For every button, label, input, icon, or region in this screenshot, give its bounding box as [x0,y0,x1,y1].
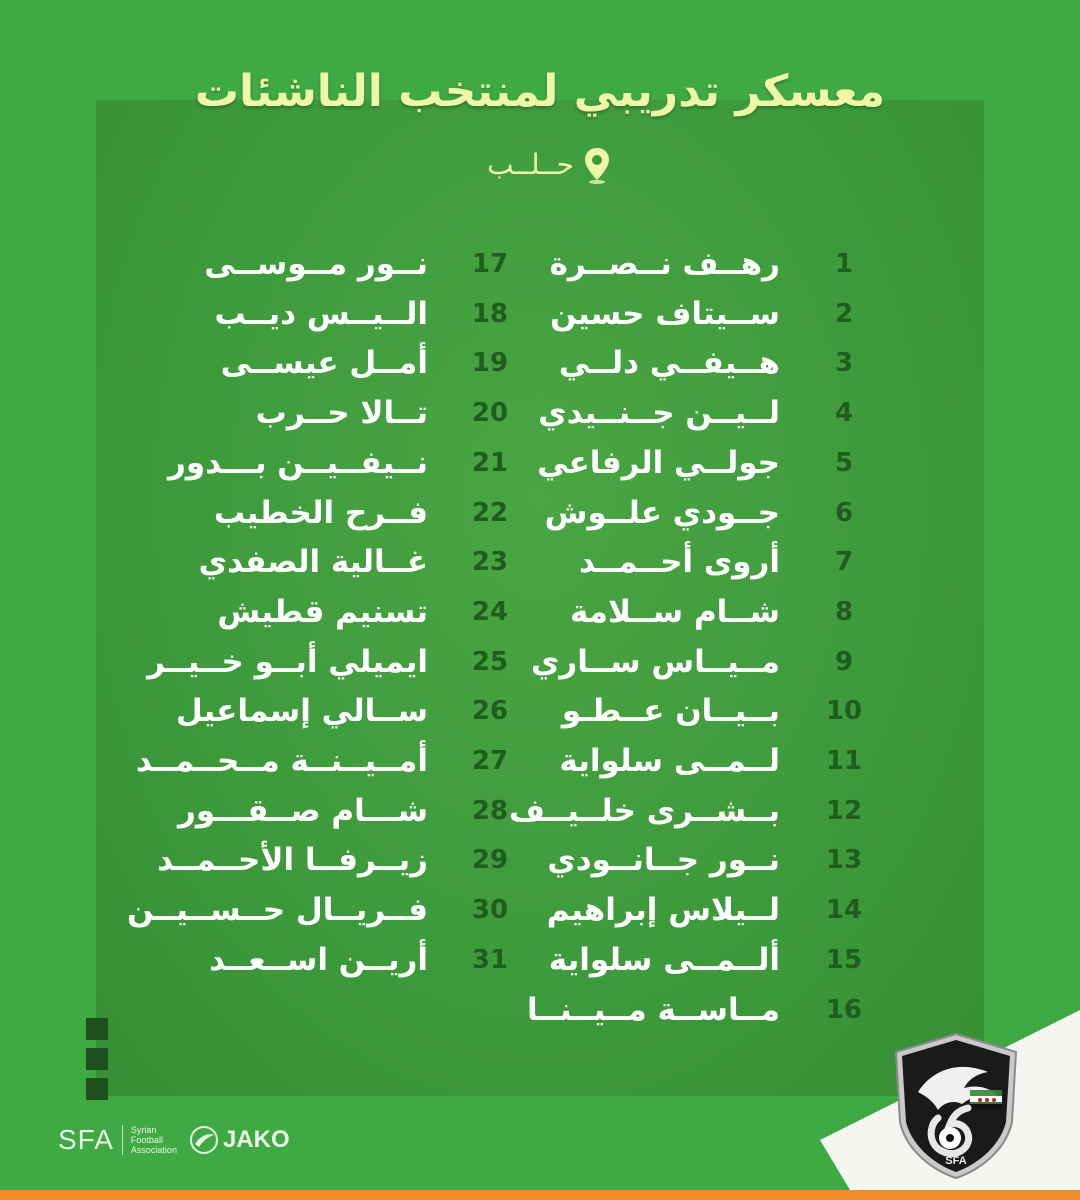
player-number: 23 [471,547,509,578]
player-number: 14 [825,895,863,926]
badge-text: SFA [945,1155,967,1167]
player-row [200,339,520,387]
player-row [135,737,520,785]
player-row [560,687,880,735]
player-number: 13 [825,845,863,876]
player-number: 28 [471,795,509,826]
player-name: رهــف نــصــرة [549,246,780,282]
player-name: أروى أحــمــد [579,544,780,581]
player-number: 16 [825,994,863,1025]
player-name: زيــرفــا الأحــمــد [156,842,428,879]
player-name: لــيــن جــنــيدي [538,395,780,432]
player-number: 5 [834,447,854,478]
player-row [560,588,880,636]
player-name: تسنيم قطيش [217,593,428,630]
page-title: معسكر تدريبي لمنتخب الناشئات [194,66,886,117]
player-row [200,538,520,586]
player-row [175,687,520,735]
player-number: 27 [471,746,509,776]
player-name: مــاســة مــيــنــا [526,991,780,1028]
association-line: Football [130,1135,163,1145]
player-row [200,389,520,437]
player-name: شــام ســلامة [569,593,780,630]
square-decoration [86,1018,108,1040]
player-row [548,936,880,984]
player-number: 15 [825,944,863,975]
player-name: مــيــاس ســاري [530,643,780,680]
player-name: نــور مــوســى [204,246,428,282]
player-name: هــيفــي دلــي [558,345,780,382]
player-number: 19 [471,348,509,379]
player-row [538,389,880,437]
jako-logo-text: JAKO [222,1126,290,1153]
player-name: أمــل عيســى [220,345,428,382]
player-row [508,787,880,835]
player-name: أمــيــنــة مــحــمــد [135,743,428,779]
player-row [560,538,880,586]
decorative-squares [86,1018,108,1108]
player-name: شـــام صــقـــور [178,792,428,829]
player-row [560,737,880,785]
player-row [178,787,520,835]
player-row [156,836,520,884]
jako-swoosh-icon [189,1125,219,1155]
player-number: 11 [825,746,863,776]
player-row [200,588,520,636]
player-row [537,439,880,487]
location-pin-icon [582,146,612,184]
association-line: Association [130,1145,177,1155]
player-number: 7 [834,547,854,578]
square-decoration [86,1078,108,1100]
player-number: 10 [825,696,863,727]
player-row [200,240,520,288]
player-number: 26 [471,696,509,727]
player-row [200,489,520,537]
player-number: 6 [834,497,854,528]
player-name: فــرح الخطيب [213,494,428,531]
player-row [200,290,520,338]
square-decoration [86,1048,108,1070]
player-row [547,836,880,884]
player-row [200,936,520,984]
player-name: الــيــس ديــب [214,295,428,332]
player-name: بــشــرى خلــيــف [508,792,780,829]
player-row [526,986,880,1034]
sfa-eagle-crest-icon [888,1030,1024,1180]
player-name: ســيتاف حسين [550,295,780,332]
association-text [131,1125,177,1155]
player-name: ســالي إسماعيل [175,693,428,730]
player-row [147,638,520,686]
player-name: تــالا حــرب [255,395,428,432]
player-name: نــيفــيــن بـــدور [168,444,428,481]
player-number: 12 [825,795,863,826]
player-number: 29 [471,845,509,876]
player-name: غــالية الصفدي [198,544,428,581]
player-name: ايميلي أبــو خــيــر [147,643,428,680]
sfa-logo-text: SFA [58,1124,114,1155]
footer-logos [58,1122,290,1158]
player-name: نــور جــانــودي [547,842,780,879]
player-number: 21 [471,447,509,478]
player-name: بــيــان عــطـو [561,693,780,730]
player-name: فــريــال حــســيــن [127,892,428,929]
player-number: 22 [471,497,509,528]
jako-logo [189,1125,290,1155]
player-number: 30 [471,895,509,926]
location [470,146,620,186]
player-name: ألــمــى سلواية [548,941,780,978]
player-number: 31 [471,944,509,975]
player-row [127,886,520,934]
player-number: 17 [471,249,509,279]
location-text: حــلــب [487,148,574,181]
player-row [168,439,520,487]
player-number: 24 [471,596,509,627]
player-row [546,886,880,934]
player-number: 20 [471,398,509,429]
player-name: لــمــى سلواية [559,743,780,779]
player-number: 2 [834,298,854,329]
association-line: Syrian [130,1125,157,1135]
player-row [544,489,880,537]
player-number: 8 [834,596,854,627]
player-number: 3 [834,348,854,379]
player-number: 18 [471,298,509,329]
divider [122,1125,123,1155]
player-row [549,240,880,288]
orange-bottom-bar [0,1190,1080,1200]
player-name: لــيلاس إبراهيم [546,892,780,929]
player-number: 4 [834,398,854,429]
player-number: 25 [471,646,509,677]
player-name: جــودي علــوش [544,494,780,531]
player-name: جولــي الرفاعي [537,444,780,481]
player-name: أريــن اســعــد [209,941,428,978]
player-number: 1 [834,249,854,279]
player-number: 9 [834,646,854,677]
player-row [530,638,880,686]
player-row [550,290,880,338]
player-row [560,339,880,387]
